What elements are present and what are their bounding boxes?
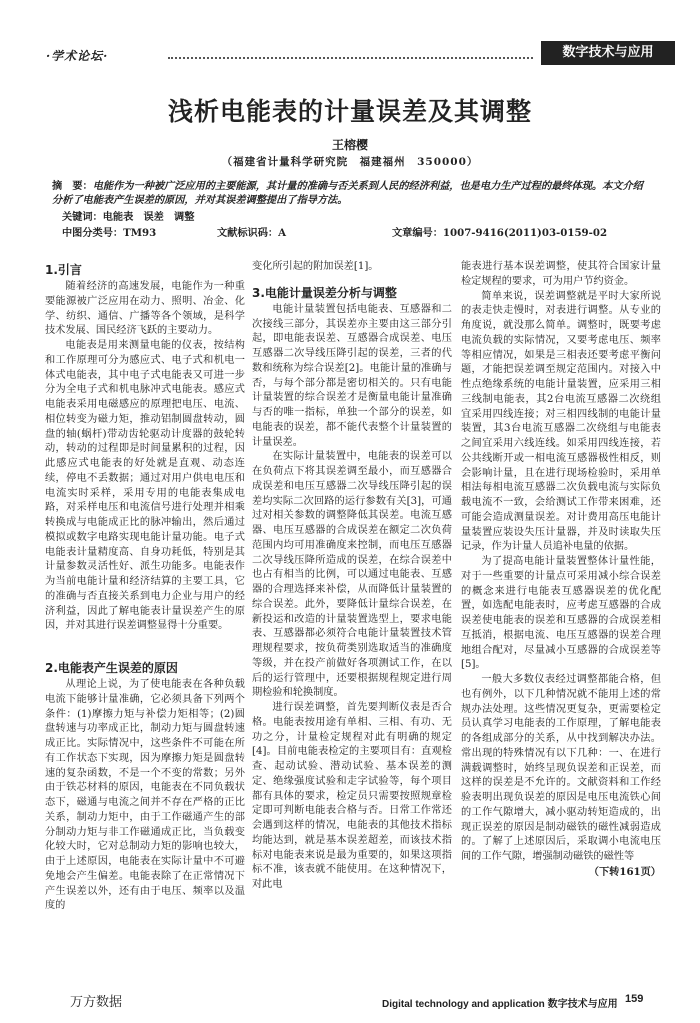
column-3 [461,260,661,880]
section-heading: 2.电能表产生误差的原因 [45,661,178,675]
article-title: 浅析电能表的计量误差及其调整 [167,97,532,126]
doc-code: 文献标识码：A [217,227,287,239]
keywords: 关键词：电能表 误差 调整 [62,211,195,223]
abstract [52,180,650,207]
article-meta [62,224,662,238]
clc-number: 中图分类号：TM93 [62,227,157,239]
header-divider [168,57,533,59]
abstract-text: 电能作为一种被广泛应用的主要能源，其计量的准确与否关系到人民的经济利益，也是电力生产过程的最终体现。本文介绍分析了电能表产生误差的原因，并对其误差调整提出了指导方法。 [52,180,643,206]
paragraph: 随着经济的高速发展，电能作为一种重要能源被广泛应用在动力、照明、冶金、化学、纺织、通信、广播等各个领域，是科学技术发展、国民经济飞跃的主要动力。 [45,281,245,337]
author: 王榕樱 [331,138,368,152]
column-2 [252,260,452,893]
column-1 [45,260,245,914]
page-number: 159 [625,993,644,1005]
paragraph: 简单来说，误差调整就是平时大家所说的表走快走慢时，对表进行调整。从专业的角度说，就没那么简单。调整时，既要考虑电流负载的实际情况，又要考虑电压、频率等相应情况，如果是三相表还要考虑平衡问题，才能把误差调至规定范围内。对接入中性点绝缘系统的电能计量装置，应采用三相三线制电能表，其2台电流互感器二次绕组宜采用四线连接；对三相四线制的电能计量装置，其3台电流互感器二次绕组与电能表之间宜采用六线连线。如采用四线连接，若公共线断开或一相电流互感器极性相反，则会影响计量，且在进行现场检验时，采用单相法每相电流互感器二次负载电流与实际负载电流不一致，会给测试工作带来困难，还可能会造成测量误差。对计费用高压电能计量装置应装设失压计量器，并及时读取失压记录，作为计量人员追补电量的依据。 [461,290,661,553]
paragraph: 从理论上说，为了使电能表在各种负载电流下能够计量准确，它必须具备下列两个条件：(1)摩擦力矩与补偿力矩相等；(2)圆盘转速与功率成正比，制动力矩与圆盘转速成正比。实际情况中，这些条件不可能在所有工作状态下实现，因为摩擦力矩是圆盘转速的复杂函数，不是一个不变的常数；另外由于铁芯材料的原因，电能表在不同负载状态下，磁通与电流之间并不存在严格的正比关系，制动力矩中，由于工作磁通产生的部分制动力矩与非工作磁通成正比，当负载变化较大时，它对总制动力矩的影响也较大，由于上述原因，电能表在实际计量中不可避免地会产生偏差。电能表除了在正常情况下产生误差以外，还有由于电压、频率以及温度的 [45,679,245,912]
continued-note: （下转161页） [588,865,661,878]
article-number: 文章编号：1007-9416(2011)03-0159-02 [392,227,608,239]
paragraph: 在实际计量装置中，电能表的误差可以在负荷点下将其误差调至最小，而互感器合成误差和电压互感器二次导线压降引起的误差均实际二次回路的运行参数有关[3]，可通过对相关参数的调整降低其误差。电流互感器、电压互感器的合成误差在额定二次负荷范围内均可用准确度来控制，而电压互感器二次导线压降所造成的误差，在综合误差中也占有相当的比例，可以通过电能表、互感器的合理选择来补偿，从而降低计量装置的综合误差。此外，要降低计量综合误差，在新投运和改造的计量装置选型上，要求电能表、互感器都必须符合电能计量装置技术管理规程要求，按负荷类别选取适当的准确度等级，并在投产前做好各项测试工作，在以后的运行管理中，还要根据规程规定进行周期检验和轮换制度。 [252,451,452,699]
section-label: ·学术论坛· [46,49,109,63]
source-watermark: 万方数据 [70,995,123,1010]
journal-footer: Digital technology and application 数字技术与应用 [382,999,618,1010]
journal-badge: 数字技术与应用 [541,41,675,65]
section-heading: 3.电能计量误差分析与调整 [252,285,397,300]
paragraph: 进行误差调整，首先要判断仪表是否合格。电能表按用途有单相、三相、有功、无功之分，计量检定规程对此有明确的规定[4]。目前电能表检定的主要项目有：直观检查、起动试验、潜动试验、基本误差的测定、绝缘强度试验和走字试验等，每个项目都有具体的要求，检定员只需要按照规章检定即可判断电能表合格与否。日常工作常还会遇到这样的情况，电能表的其他技术指标均能达到，就是基本误差超差，而该技术指标对电能表来说是最为重要的，如果这项指标不准，该表就不能使用。在这种情况下，对此电 [252,702,452,890]
paragraph: 为了提高电能计量装置整体计量性能，对于一些重要的计量点可采用减小综合误差的概念来进行电能表互感器误差的优化配置，如选配电能表时，应考虑互感器的合成误差使电能表的误差和互感器的合成误差相互抵消，根据电流、电压互感器的误差合理地组合配对，尽量减小互感器的合成误差等[5]。 [461,556,661,671]
affiliation: （福建省计量科学研究院 福建福州 350000） [221,156,479,168]
paragraph: 变化所引起的附加误差[1]。 [252,261,379,272]
abstract-label: 摘 要： [52,180,93,192]
paragraph: 一般大多数仪表经过调整都能合格，但也有例外，以下几种情况就不能用上述的常规办法处理。这些情况更复杂，更需要检定员认真学习电能表的工作原理，了解电能表的各组成部分的关系，从中找到解决办法。常出现的特殊情况有以下几种：一、在进行满载调整时，始终呈现负误差和正误差，而这样的误差是不允许的。文献资料和工作经验表明出现负误差的原因是电压电流铁心间的工作气隙增大，减小驱动转矩造成的，出现正误差的原因是制动磁铁的磁性减弱造成的。了解了上述原因后，采取调小电流电压间的工作气隙，增强制动磁铁的磁性等 [461,674,661,862]
paragraph: 能表进行基本误差调整，使其符合国家计量检定规程的要求，可为用户节约资金。 [461,261,661,287]
paragraph: 电能表是用来测量电能的仪表，按结构和工作原理可分为感应式、电子式和机电一体式电能表，其中电子式电能表又可进一步分为全电子式和机电脉冲式电能表。感应式电能表采用电磁感应的原理把电压、电流、相位转变为磁力矩，推动铝制圆盘转动，圆盘的轴(蜗杆)带动齿轮驱动计度器的鼓轮转动，转动的过程即是时间量累积的过程，因此感应式电能表的好处就是直观、动态连续，停电不丢数据；通过对用户供电电压和电流实时采样，采用专用的电能表集成电路，对采样电压和电流信号进行处理并相乘转换成与电能成正比的脉冲输出，然后通过模拟或数字电路实现电能计量功能。电子式电能表计量精度高、自身功耗低，特别是其计量参数灵活性好、派生功能多。电能表作为当前电能计量和经济结算的主要工具，它的准确与否直接关系到电力企业与用户的经济利益，因此了解电能表计量误差产生的原因，并对其进行误差调整显得十分重要。 [45,340,245,632]
paragraph: 电能计量装置包括电能表、互感器和二次接线三部分，其误差亦主要由这三部分引起，即电能表误差、互感器合成误差、电压互感器二次导线压降引起的误差，三者的代数和统称为综合误差[2]。电能计量的准确与否，与每个部分都是密切相关的。只有电能计量装置的综合误差才是衡量电能计量准确与否的唯一指标，单独一个部分的误差，如电能表的误差，都不能代表整个计量装置的计量误差。 [252,303,452,448]
section-heading: 1.引言 [45,263,82,277]
